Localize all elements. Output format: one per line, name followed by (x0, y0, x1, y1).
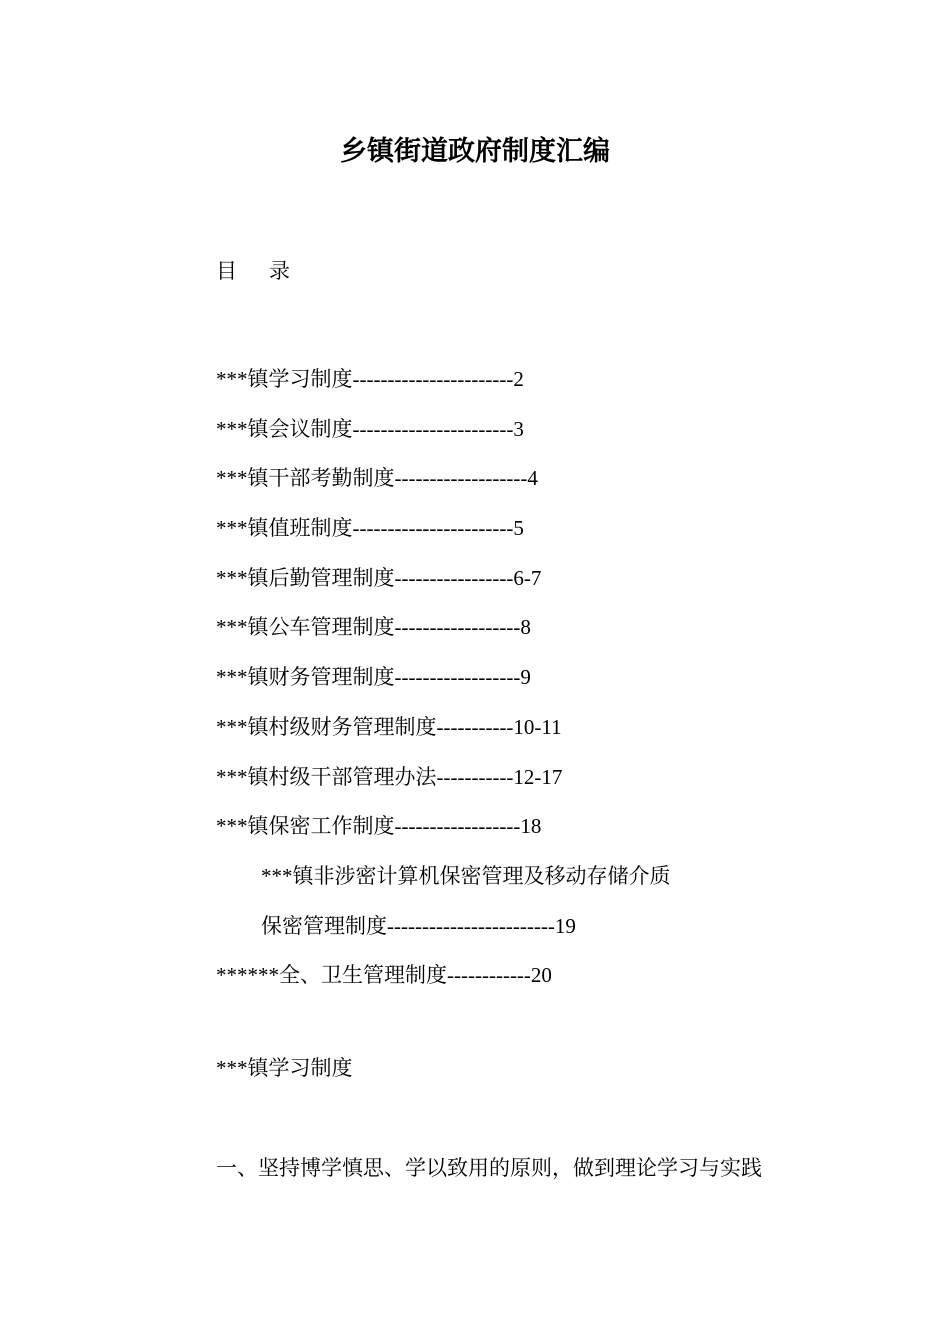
toc-item-confidentiality: ***镇保密工作制度------------------18 (216, 814, 542, 839)
toc-item-meeting: ***镇会议制度-----------------------3 (216, 416, 524, 441)
toc-item-official-vehicle: ***镇公车管理制度------------------8 (216, 615, 531, 640)
toc-item-computer-security-line2: 保密管理制度------------------------19 (261, 913, 576, 938)
toc-heading (216, 256, 290, 286)
document-title: 乡镇街道政府制度汇编 (340, 136, 610, 166)
toc-item-duty: ***镇值班制度-----------------------5 (216, 516, 524, 541)
toc-heading-left: 目 (216, 259, 237, 283)
toc-heading-right: 录 (269, 259, 290, 283)
body-paragraph: 一、坚持博学慎思、学以致用的原则，做到理论学习与实践 (216, 1156, 762, 1180)
toc-item-finance: ***镇财务管理制度------------------9 (216, 665, 531, 690)
toc-item-village-cadre: ***镇村级干部管理办法-----------12-17 (216, 764, 563, 789)
toc-item-safety-hygiene: ******全、卫生管理制度------------20 (216, 963, 552, 988)
table-of-contents (216, 355, 671, 1001)
toc-item-study: ***镇学习制度-----------------------2 (216, 367, 524, 391)
section-heading: ***镇学习制度 (216, 1056, 353, 1080)
toc-item-attendance: ***镇干部考勤制度-------------------4 (216, 466, 538, 491)
toc-item-logistics: ***镇后勤管理制度-----------------6-7 (216, 565, 542, 590)
toc-item-village-finance: ***镇村级财务管理制度-----------10-11 (216, 714, 562, 739)
toc-item-computer-security-line1: ***镇非涉密计算机保密管理及移动存储介质 (261, 863, 671, 888)
